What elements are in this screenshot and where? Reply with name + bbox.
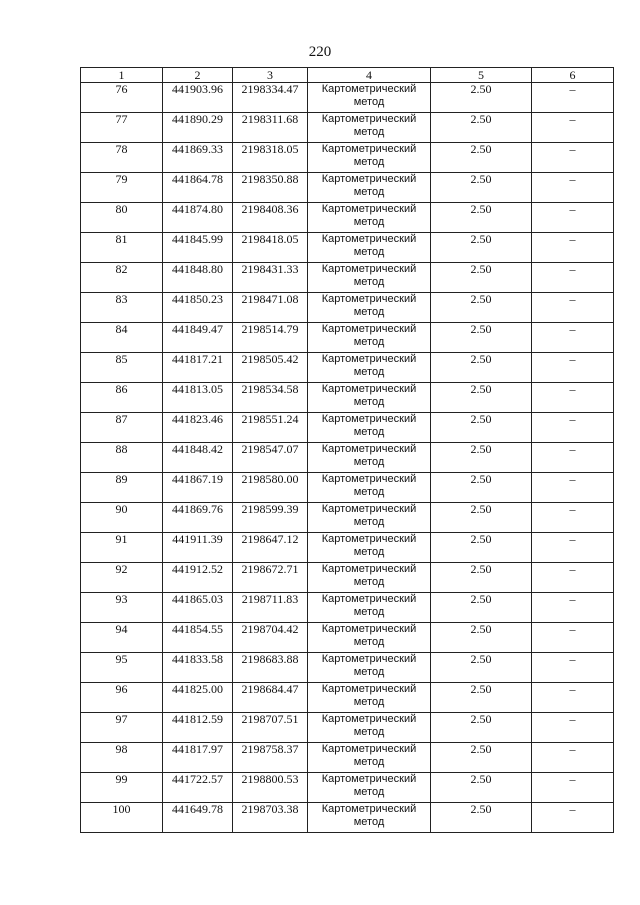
y-coordinate-cell: 2198704.42 bbox=[233, 623, 308, 653]
method-cell: Картометрический метод bbox=[308, 683, 431, 713]
method-cell: Картометрический метод bbox=[308, 203, 431, 233]
point-number-cell: 94 bbox=[81, 623, 163, 653]
table-row bbox=[81, 353, 614, 383]
point-number-cell: 95 bbox=[81, 653, 163, 683]
note-cell: – bbox=[532, 713, 614, 743]
table-row bbox=[81, 533, 614, 563]
x-coordinate-cell: 441912.52 bbox=[163, 563, 233, 593]
note-cell: – bbox=[532, 653, 614, 683]
y-coordinate-cell: 2198711.83 bbox=[233, 593, 308, 623]
x-coordinate-cell: 441833.58 bbox=[163, 653, 233, 683]
method-cell: Картометрический метод bbox=[308, 443, 431, 473]
method-cell: Картометрический метод bbox=[308, 293, 431, 323]
note-cell: – bbox=[532, 563, 614, 593]
accuracy-cell: 2.50 bbox=[431, 233, 532, 263]
note-cell: – bbox=[532, 233, 614, 263]
method-cell: Картометрический метод bbox=[308, 773, 431, 803]
x-coordinate-cell: 441813.05 bbox=[163, 383, 233, 413]
point-number-cell: 81 bbox=[81, 233, 163, 263]
y-coordinate-cell: 2198684.47 bbox=[233, 683, 308, 713]
note-cell: – bbox=[532, 623, 614, 653]
x-coordinate-cell: 441849.47 bbox=[163, 323, 233, 353]
table-row bbox=[81, 143, 614, 173]
x-coordinate-cell: 441869.33 bbox=[163, 143, 233, 173]
note-cell: – bbox=[532, 533, 614, 563]
y-coordinate-cell: 2198703.38 bbox=[233, 803, 308, 833]
point-number-cell: 83 bbox=[81, 293, 163, 323]
note-cell: – bbox=[532, 383, 614, 413]
x-coordinate-cell: 441812.59 bbox=[163, 713, 233, 743]
method-cell: Картометрический метод bbox=[308, 233, 431, 263]
accuracy-cell: 2.50 bbox=[431, 713, 532, 743]
accuracy-cell: 2.50 bbox=[431, 143, 532, 173]
table-row bbox=[81, 743, 614, 773]
y-coordinate-cell: 2198551.24 bbox=[233, 413, 308, 443]
method-cell: Картометрический метод bbox=[308, 803, 431, 833]
point-number-cell: 86 bbox=[81, 383, 163, 413]
y-coordinate-cell: 2198672.71 bbox=[233, 563, 308, 593]
table-row bbox=[81, 593, 614, 623]
point-number-cell: 100 bbox=[81, 803, 163, 833]
note-cell: – bbox=[532, 143, 614, 173]
y-coordinate-cell: 2198683.88 bbox=[233, 653, 308, 683]
point-number-cell: 97 bbox=[81, 713, 163, 743]
point-number-cell: 92 bbox=[81, 563, 163, 593]
y-coordinate-cell: 2198758.37 bbox=[233, 743, 308, 773]
method-cell: Картометрический метод bbox=[308, 83, 431, 113]
x-coordinate-cell: 441864.78 bbox=[163, 173, 233, 203]
y-coordinate-cell: 2198471.08 bbox=[233, 293, 308, 323]
table-row bbox=[81, 803, 614, 833]
table-row bbox=[81, 113, 614, 143]
accuracy-cell: 2.50 bbox=[431, 413, 532, 443]
table-row bbox=[81, 713, 614, 743]
method-cell: Картометрический метод bbox=[308, 113, 431, 143]
x-coordinate-cell: 441848.80 bbox=[163, 263, 233, 293]
y-coordinate-cell: 2198318.05 bbox=[233, 143, 308, 173]
y-coordinate-cell: 2198534.58 bbox=[233, 383, 308, 413]
accuracy-cell: 2.50 bbox=[431, 563, 532, 593]
method-cell: Картометрический метод bbox=[308, 503, 431, 533]
column-header: 2 bbox=[163, 68, 233, 83]
point-number-cell: 84 bbox=[81, 323, 163, 353]
method-cell: Картометрический метод bbox=[308, 413, 431, 443]
table-row bbox=[81, 203, 614, 233]
method-cell: Картометрический метод bbox=[308, 473, 431, 503]
column-header: 3 bbox=[233, 68, 308, 83]
accuracy-cell: 2.50 bbox=[431, 653, 532, 683]
x-coordinate-cell: 441911.39 bbox=[163, 533, 233, 563]
note-cell: – bbox=[532, 413, 614, 443]
table-row bbox=[81, 653, 614, 683]
accuracy-cell: 2.50 bbox=[431, 353, 532, 383]
x-coordinate-cell: 441722.57 bbox=[163, 773, 233, 803]
accuracy-cell: 2.50 bbox=[431, 743, 532, 773]
table-row bbox=[81, 263, 614, 293]
note-cell: – bbox=[532, 593, 614, 623]
point-number-cell: 76 bbox=[81, 83, 163, 113]
point-number-cell: 87 bbox=[81, 413, 163, 443]
x-coordinate-cell: 441874.80 bbox=[163, 203, 233, 233]
method-cell: Картометрический метод bbox=[308, 653, 431, 683]
y-coordinate-cell: 2198707.51 bbox=[233, 713, 308, 743]
accuracy-cell: 2.50 bbox=[431, 173, 532, 203]
method-cell: Картометрический метод bbox=[308, 323, 431, 353]
accuracy-cell: 2.50 bbox=[431, 533, 532, 563]
accuracy-cell: 2.50 bbox=[431, 473, 532, 503]
table-row bbox=[81, 473, 614, 503]
accuracy-cell: 2.50 bbox=[431, 773, 532, 803]
method-cell: Картометрический метод bbox=[308, 143, 431, 173]
y-coordinate-cell: 2198408.36 bbox=[233, 203, 308, 233]
y-coordinate-cell: 2198334.47 bbox=[233, 83, 308, 113]
method-cell: Картометрический метод bbox=[308, 563, 431, 593]
method-cell: Картометрический метод bbox=[308, 353, 431, 383]
note-cell: – bbox=[532, 113, 614, 143]
point-number-cell: 85 bbox=[81, 353, 163, 383]
accuracy-cell: 2.50 bbox=[431, 803, 532, 833]
table-row bbox=[81, 773, 614, 803]
table-body bbox=[81, 83, 614, 833]
coordinates-table bbox=[80, 67, 614, 833]
point-number-cell: 79 bbox=[81, 173, 163, 203]
table-row bbox=[81, 383, 614, 413]
x-coordinate-cell: 441823.46 bbox=[163, 413, 233, 443]
note-cell: – bbox=[532, 743, 614, 773]
point-number-cell: 89 bbox=[81, 473, 163, 503]
accuracy-cell: 2.50 bbox=[431, 503, 532, 533]
y-coordinate-cell: 2198311.68 bbox=[233, 113, 308, 143]
method-cell: Картометрический метод bbox=[308, 533, 431, 563]
x-coordinate-cell: 441825.00 bbox=[163, 683, 233, 713]
accuracy-cell: 2.50 bbox=[431, 683, 532, 713]
accuracy-cell: 2.50 bbox=[431, 83, 532, 113]
x-coordinate-cell: 441817.97 bbox=[163, 743, 233, 773]
x-coordinate-cell: 441848.42 bbox=[163, 443, 233, 473]
point-number-cell: 91 bbox=[81, 533, 163, 563]
x-coordinate-cell: 441869.76 bbox=[163, 503, 233, 533]
table-row bbox=[81, 413, 614, 443]
method-cell: Картометрический метод bbox=[308, 713, 431, 743]
note-cell: – bbox=[532, 503, 614, 533]
method-cell: Картометрический метод bbox=[308, 263, 431, 293]
point-number-cell: 80 bbox=[81, 203, 163, 233]
accuracy-cell: 2.50 bbox=[431, 113, 532, 143]
x-coordinate-cell: 441649.78 bbox=[163, 803, 233, 833]
page-number: 220 bbox=[308, 44, 332, 60]
table-row bbox=[81, 503, 614, 533]
accuracy-cell: 2.50 bbox=[431, 203, 532, 233]
point-number-cell: 77 bbox=[81, 113, 163, 143]
accuracy-cell: 2.50 bbox=[431, 623, 532, 653]
note-cell: – bbox=[532, 473, 614, 503]
point-number-cell: 88 bbox=[81, 443, 163, 473]
column-header: 5 bbox=[431, 68, 532, 83]
note-cell: – bbox=[532, 263, 614, 293]
method-cell: Картометрический метод bbox=[308, 623, 431, 653]
y-coordinate-cell: 2198547.07 bbox=[233, 443, 308, 473]
column-header: 6 bbox=[532, 68, 614, 83]
method-cell: Картометрический метод bbox=[308, 173, 431, 203]
x-coordinate-cell: 441903.96 bbox=[163, 83, 233, 113]
y-coordinate-cell: 2198647.12 bbox=[233, 533, 308, 563]
x-coordinate-cell: 441854.55 bbox=[163, 623, 233, 653]
y-coordinate-cell: 2198431.33 bbox=[233, 263, 308, 293]
note-cell: – bbox=[532, 803, 614, 833]
point-number-cell: 99 bbox=[81, 773, 163, 803]
accuracy-cell: 2.50 bbox=[431, 293, 532, 323]
y-coordinate-cell: 2198800.53 bbox=[233, 773, 308, 803]
note-cell: – bbox=[532, 293, 614, 323]
table-row bbox=[81, 233, 614, 263]
point-number-cell: 93 bbox=[81, 593, 163, 623]
note-cell: – bbox=[532, 323, 614, 353]
note-cell: – bbox=[532, 773, 614, 803]
point-number-cell: 98 bbox=[81, 743, 163, 773]
table-row bbox=[81, 323, 614, 353]
accuracy-cell: 2.50 bbox=[431, 443, 532, 473]
point-number-cell: 82 bbox=[81, 263, 163, 293]
y-coordinate-cell: 2198505.42 bbox=[233, 353, 308, 383]
note-cell: – bbox=[532, 683, 614, 713]
accuracy-cell: 2.50 bbox=[431, 263, 532, 293]
column-header: 1 bbox=[81, 68, 163, 83]
point-number-cell: 78 bbox=[81, 143, 163, 173]
x-coordinate-cell: 441865.03 bbox=[163, 593, 233, 623]
table-row bbox=[81, 173, 614, 203]
note-cell: – bbox=[532, 353, 614, 383]
note-cell: – bbox=[532, 83, 614, 113]
method-cell: Картометрический метод bbox=[308, 383, 431, 413]
column-header: 4 bbox=[308, 68, 431, 83]
table-row bbox=[81, 293, 614, 323]
table-row bbox=[81, 563, 614, 593]
accuracy-cell: 2.50 bbox=[431, 323, 532, 353]
x-coordinate-cell: 441890.29 bbox=[163, 113, 233, 143]
accuracy-cell: 2.50 bbox=[431, 383, 532, 413]
x-coordinate-cell: 441845.99 bbox=[163, 233, 233, 263]
y-coordinate-cell: 2198350.88 bbox=[233, 173, 308, 203]
y-coordinate-cell: 2198580.00 bbox=[233, 473, 308, 503]
point-number-cell: 90 bbox=[81, 503, 163, 533]
table-row bbox=[81, 623, 614, 653]
table-row bbox=[81, 443, 614, 473]
y-coordinate-cell: 2198418.05 bbox=[233, 233, 308, 263]
table-row bbox=[81, 83, 614, 113]
note-cell: – bbox=[532, 173, 614, 203]
method-cell: Картометрический метод bbox=[308, 593, 431, 623]
x-coordinate-cell: 441867.19 bbox=[163, 473, 233, 503]
point-number-cell: 96 bbox=[81, 683, 163, 713]
column-number-row bbox=[81, 68, 614, 83]
note-cell: – bbox=[532, 443, 614, 473]
accuracy-cell: 2.50 bbox=[431, 593, 532, 623]
note-cell: – bbox=[532, 203, 614, 233]
table-row bbox=[81, 683, 614, 713]
method-cell: Картометрический метод bbox=[308, 743, 431, 773]
x-coordinate-cell: 441850.23 bbox=[163, 293, 233, 323]
y-coordinate-cell: 2198599.39 bbox=[233, 503, 308, 533]
y-coordinate-cell: 2198514.79 bbox=[233, 323, 308, 353]
x-coordinate-cell: 441817.21 bbox=[163, 353, 233, 383]
